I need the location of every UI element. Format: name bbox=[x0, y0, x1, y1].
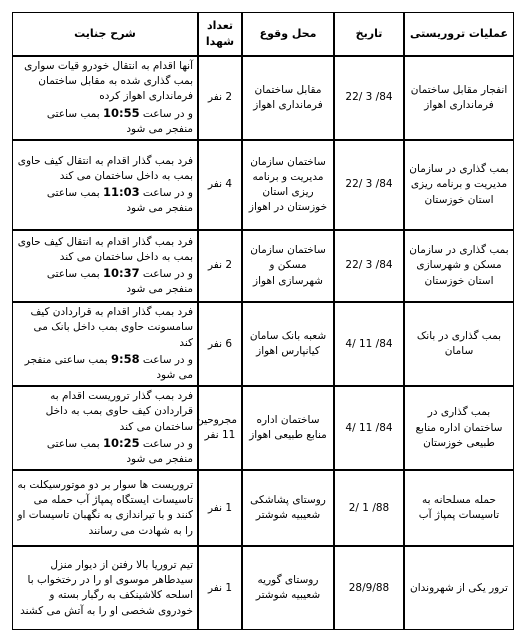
cell-operation: انفجار مقابل ساختمان فرمانداری اهواز bbox=[404, 56, 514, 140]
cell-location: مقابل ساختمان فرمانداری اهواز bbox=[242, 56, 334, 140]
cell-martyrs: 6 نفر bbox=[198, 302, 242, 386]
cell-location: روستای پشاشکی شعیبیه شوشتر bbox=[242, 470, 334, 546]
cell-operation: بمب گذاری در بانک سامان bbox=[404, 302, 514, 386]
date-value: 4/ 11 /84 bbox=[345, 337, 393, 350]
table-row bbox=[12, 140, 514, 230]
header-operations: عملیات تروریستی bbox=[404, 12, 514, 56]
date-value: 2/ 1 /88 bbox=[348, 501, 390, 514]
date-value: 22/ 3 /84 bbox=[345, 91, 393, 104]
date-value: 4/ 11 /84 bbox=[345, 421, 393, 434]
date-value: 22/ 3 /84 bbox=[345, 259, 393, 272]
header-martyrs: تعداد شهدا bbox=[198, 12, 242, 56]
explosion-time: 11:03 bbox=[102, 185, 140, 200]
cell-location: ساختمان سازمان مسکن و شهرسازی اهواز bbox=[242, 230, 334, 302]
header-description: شرح جنایت bbox=[12, 12, 198, 56]
description-text: آنها اقدام به انتقال خودرو قیات سواری بمب گذاری شده به مقابل ساختمان فرمانداری اهواز کرده bbox=[24, 60, 193, 103]
cell-operation: بمب گذاری در ساختمان اداره منابع طبیعی خوزستان bbox=[404, 386, 514, 470]
time-suffix: بمب ساعتی منفجر می شود bbox=[24, 353, 193, 381]
cell-operation: حمله مسلحانه به تاسیسات پمپاژ آب bbox=[404, 470, 514, 546]
description-time-line bbox=[17, 435, 193, 467]
cell-date bbox=[334, 140, 404, 230]
table-row bbox=[12, 56, 514, 140]
table-row bbox=[12, 302, 514, 386]
description-time-line bbox=[17, 265, 193, 297]
description-time-line bbox=[17, 351, 193, 383]
cell-description bbox=[12, 302, 198, 386]
description-text: فرد بمب گذار اقدام به قراردادن کیف سامسونت حاوی بمب داخل بانک می کند bbox=[30, 306, 193, 349]
date-value: 22/ 3 /84 bbox=[345, 178, 393, 191]
date-value: 28/9/88 bbox=[348, 581, 390, 594]
time-suffix: بمب ساعتی منفجر می شود bbox=[46, 107, 193, 135]
explosion-time: 10:37 bbox=[102, 266, 140, 281]
cell-martyrs: 1 نفر bbox=[198, 470, 242, 546]
time-prefix: و در ساعت bbox=[139, 437, 193, 450]
cell-description bbox=[12, 140, 198, 230]
description-text: تروریست ها سوار بر دو موتورسیکلت به تاسیسات ایستگاه پمپاژ آب حمله می کنند و با تیراندازی به نگهبان تاسیسات او را به شهادت می رسانند bbox=[17, 478, 193, 537]
time-prefix: و در ساعت bbox=[139, 187, 193, 200]
table-row bbox=[12, 386, 514, 470]
description-time-line bbox=[17, 105, 193, 137]
cell-location: شعبه بانک سامان کیانپارس اهواز bbox=[242, 302, 334, 386]
header-location: محل وقوع bbox=[242, 12, 334, 56]
cell-martyrs: 2 نفر bbox=[198, 56, 242, 140]
cell-location: روستای گوریه شعیبیه شوشتر bbox=[242, 546, 334, 630]
description-time-line bbox=[17, 184, 193, 216]
time-suffix: بمب ساعتی منفجر می شود bbox=[46, 437, 193, 466]
time-suffix: بمب ساعتی منفجر می شود bbox=[46, 268, 193, 296]
cell-operation: بمب گذاری در سازمان مسکن و شهرسازی استان خوزستان bbox=[404, 230, 514, 302]
header-date: تاریخ bbox=[334, 12, 404, 56]
table-header-row bbox=[12, 12, 514, 56]
table-row bbox=[12, 470, 514, 546]
explosion-time: 9:58 bbox=[110, 351, 140, 366]
description-text: تیم تروریا بالا رفتن از دیوار منزل سیدطاهر موسوی او را در رختخواب با اسلحه کلاشینکف به رگبار بسته و خودروی شخصی او را به آتش می کشند bbox=[20, 558, 193, 617]
explosion-time: 10:55 bbox=[102, 105, 140, 120]
cell-operation: بمب گذاری در سازمان مدیریت و برنامه ریزی استان خوزستان bbox=[404, 140, 514, 230]
time-prefix: و در ساعت bbox=[139, 268, 193, 281]
cell-martyrs: 4 نفر bbox=[198, 140, 242, 230]
cell-martyrs: مجروحین 11 نفر bbox=[198, 386, 242, 470]
cell-date bbox=[334, 386, 404, 470]
time-prefix: و در ساعت bbox=[139, 353, 193, 366]
description-text: فرد بمب گذار اقدام به انتقال کیف حاوی بمب به داخل ساختمان می کند bbox=[17, 154, 193, 182]
cell-date bbox=[334, 302, 404, 386]
description-text: فرد بمب گذار تروریست اقدام به قراردادن کیف حاوی بمب به داخل ساختمان می کند bbox=[45, 390, 193, 433]
cell-date bbox=[334, 546, 404, 630]
cell-date bbox=[334, 470, 404, 546]
cell-operation: ترور یکی از شهروندان bbox=[404, 546, 514, 630]
time-prefix: و در ساعت bbox=[139, 107, 193, 120]
cell-description bbox=[12, 386, 198, 470]
table-row bbox=[12, 230, 514, 302]
table-row bbox=[12, 546, 514, 630]
cell-location: ساختمان اداره منابع طبیعی اهواز bbox=[242, 386, 334, 470]
cell-description bbox=[12, 56, 198, 140]
cell-location: ساختمان سازمان مدیریت و برنامه ریزی استان خوزستان در اهواز bbox=[242, 140, 334, 230]
cell-description bbox=[12, 470, 198, 546]
cell-description bbox=[12, 546, 198, 630]
description-text: فرد بمب گذار اقدام به انتقال کیف حاوی بمب به داخل ساختمان می کند bbox=[17, 235, 193, 263]
cell-martyrs: 2 نفر bbox=[198, 230, 242, 302]
cell-date bbox=[334, 230, 404, 302]
cell-martyrs: 1 نفر bbox=[198, 546, 242, 630]
explosion-time: 10:25 bbox=[102, 435, 140, 450]
time-suffix: بمب ساعتی منفجر می شود bbox=[46, 187, 193, 215]
terror-operations-table bbox=[12, 12, 514, 630]
cell-description bbox=[12, 230, 198, 302]
cell-date bbox=[334, 56, 404, 140]
